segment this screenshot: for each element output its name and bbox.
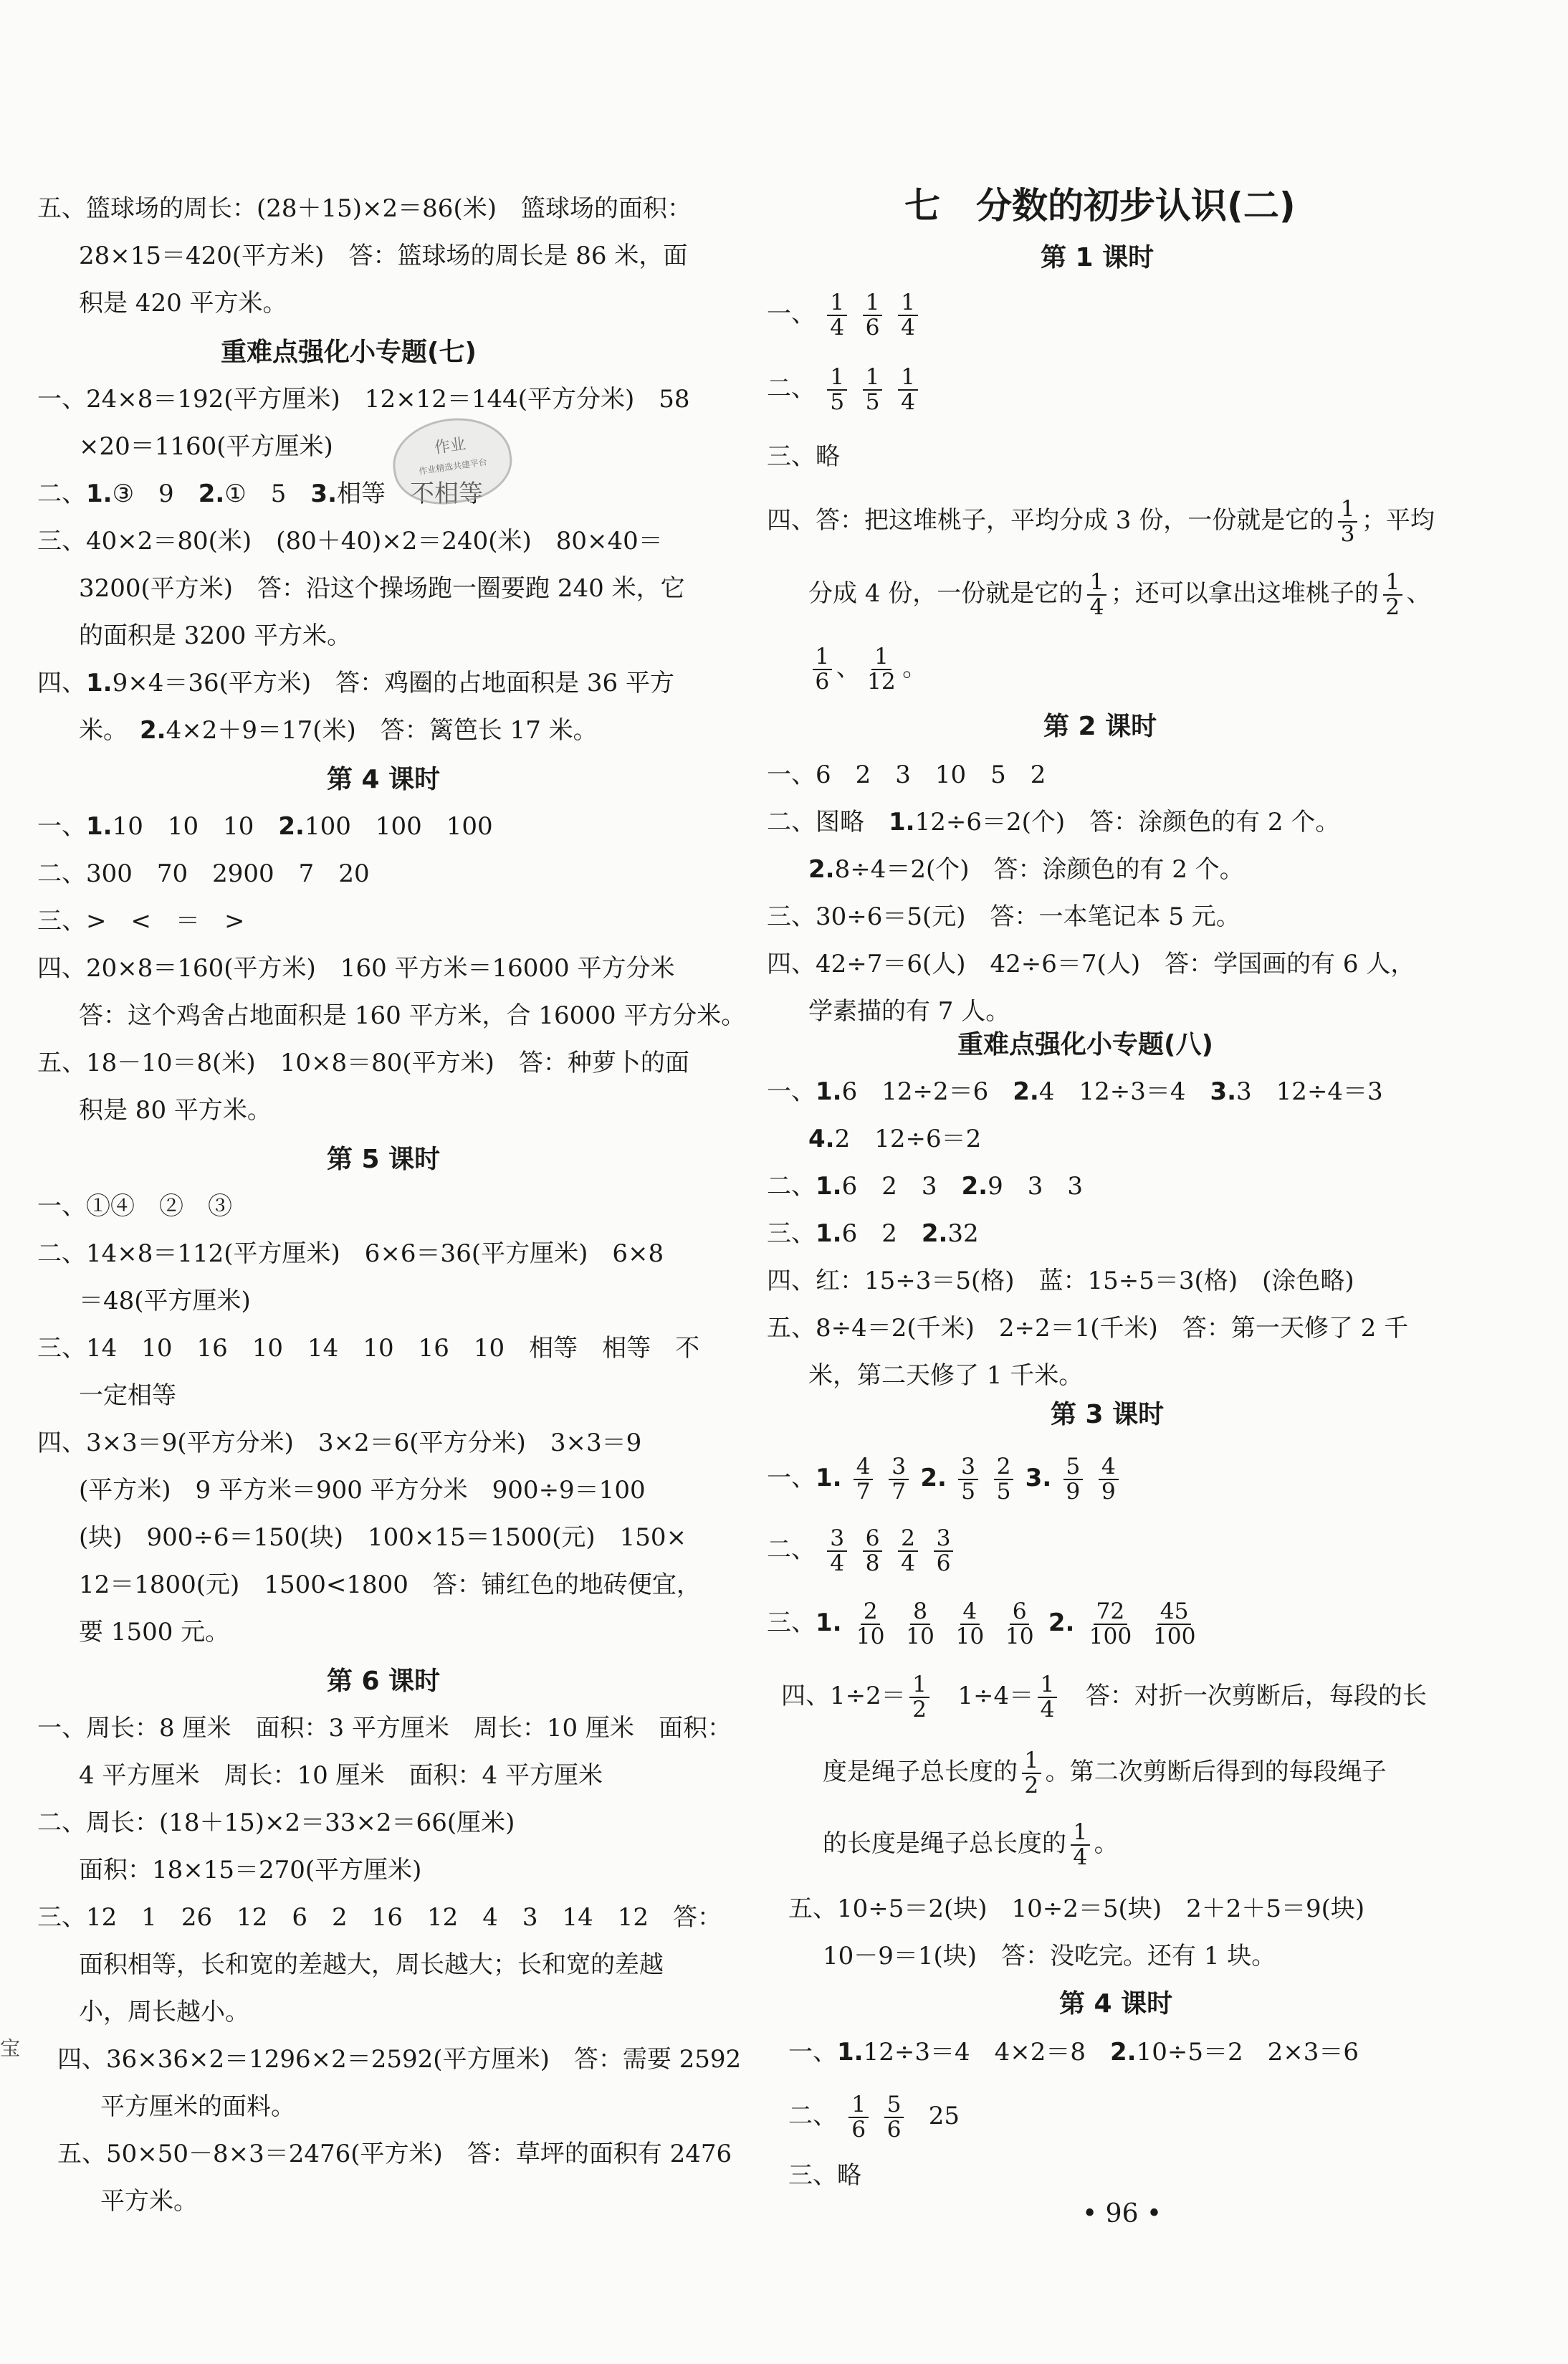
edge-mark: 宝 — [0, 2036, 21, 2060]
answer-line: 一、1.12÷3＝4 4×2＝8 2.10÷5＝2 2×3＝6 — [788, 2038, 1359, 2067]
answer-line: 4 平方厘米 周长：10 厘米 面积：4 平方厘米 — [79, 1761, 603, 1790]
answer-line: 五、18－10＝8(米) 10×8＝80(平方米) 答：种萝卜的面 — [37, 1049, 689, 1077]
fraction: $\frac{4}{7}$ — [854, 1455, 873, 1504]
fraction: $\frac{5}{9}$ — [1063, 1455, 1083, 1504]
answer-line: 四、答：把这堆桃子，平均分成 3 份，一份就是它的 $\frac{1}{3}$ ；平均 — [767, 496, 1435, 547]
fraction: $\frac{1}{6}$ — [813, 645, 832, 694]
answer-line: 三、略 — [788, 2161, 861, 2190]
fraction: $\frac{1}{4}$ — [1038, 1673, 1057, 1722]
answer-line: 二、14×8＝112(平方厘米) 6×6＝36(平方厘米) 6×8 — [37, 1239, 664, 1268]
answer-line: 五、10÷5＝2(块) 10÷2＝5(块) 2＋2＋5＝9(块) — [788, 1894, 1365, 1923]
answer-line: (平方米) 9 平方米＝900 平方分米 900÷9＝100 — [79, 1476, 646, 1505]
answer-line: 三、14 10 16 10 14 10 16 10 相等 相等 不 — [37, 1334, 700, 1363]
answer-line: 二、图略 1.12÷6＝2(个) 答：涂颜色的有 2 个。 — [767, 808, 1340, 837]
answer-line: 五、篮球场的周长：(28＋15)×2＝86(米) 篮球场的面积： — [37, 194, 692, 223]
fraction: $\frac{8}{10}$ — [906, 1598, 934, 1649]
section-heading: 第 6 课时 — [327, 1667, 441, 1696]
page-number: • 96 • — [1082, 2199, 1162, 2229]
answer-line: 一、6 2 3 10 5 2 — [767, 761, 1046, 789]
fraction: $\frac{3}{4}$ — [827, 1527, 846, 1576]
fraction: $\frac{1}{2}$ — [909, 1673, 929, 1722]
answer-line: 面积：18×15＝270(平方厘米) — [79, 1856, 422, 1884]
fraction: $\frac{3}{5}$ — [958, 1455, 977, 1504]
answer-line: $\frac{1}{6}$ 、 $\frac{1}{12}$ 。 — [808, 645, 927, 694]
fraction: $\frac{3}{6}$ — [934, 1527, 953, 1576]
answer-line: 三、30÷6＝5(元) 答：一本笔记本 5 元。 — [767, 902, 1240, 931]
answer-line: 一、周长：8 厘米 面积：3 平方厘米 周长：10 厘米 面积： — [37, 1714, 732, 1743]
fraction: $\frac{1}{6}$ — [863, 291, 882, 340]
answer-line: 4.2 12÷6＝2 — [808, 1125, 982, 1153]
answer-line: 三、40×2＝80(米) (80＋40)×2＝240(米) 80×40＝ — [37, 527, 663, 556]
section-heading: 第 3 课时 — [1051, 1400, 1165, 1429]
fraction: $\frac{1}{4}$ — [1087, 571, 1106, 619]
answer-line: 四、1.9×4＝36(平方米) 答：鸡圈的占地面积是 36 平方 — [37, 669, 675, 697]
answer-line: 四、红：15÷3＝5(格) 蓝：15÷5＝3(格) (涂色略) — [767, 1267, 1354, 1295]
fraction: $\frac{5}{6}$ — [884, 2093, 904, 2142]
answer-line: 10－9＝1(块) 答：没吃完。还有 1 块。 — [823, 1942, 1276, 1970]
fraction: $\frac{1}{6}$ — [848, 2093, 868, 2142]
answer-line: 三、1. $\frac{2}{10}$ $\frac{8}{10}$ $\frac{4}{10}$ $\frac{6}{10}$ 2. $\frac{72}{100}$ $\frac{45}{100}$ — [767, 1600, 1203, 1649]
answer-line: 积是 420 平方米。 — [79, 289, 287, 318]
answer-line: 3200(平方米) 答：沿这个操场跑一圈要跑 240 米，它 — [79, 574, 685, 603]
fraction: $\frac{3}{7}$ — [889, 1455, 908, 1504]
fraction: $\frac{1}{2}$ — [1383, 571, 1402, 619]
section-heading: 第 2 课时 — [1043, 712, 1157, 741]
answer-line: 一、1.10 10 10 2.100 100 100 — [37, 812, 493, 841]
answer-line: 答：这个鸡舍占地面积是 160 平方米，合 16000 平方分米。 — [79, 1001, 746, 1030]
answer-line: 二、300 70 2900 7 20 — [37, 859, 370, 888]
fraction: $\frac{1}{4}$ — [1071, 1821, 1090, 1869]
fraction: $\frac{2}{5}$ — [994, 1455, 1013, 1504]
answer-line: 一、1. $\frac{4}{7}$ $\frac{3}{7}$ 2. $\frac{3}{5}$ $\frac{2}{5}$ 3. $\frac{5}{9}$ $\frac{4}{9}$ — [767, 1455, 1122, 1504]
answer-line: 积是 80 平方米。 — [79, 1096, 272, 1125]
answer-line: 四、1÷2＝ $\frac{1}{2}$ 1÷4＝ $\frac{1}{4}$ 答：对折一次剪断后，每段的长 — [781, 1672, 1427, 1722]
watermark-stamp: 作业 作业精选共建平台 — [388, 411, 517, 511]
answer-line: 一、 $\frac{1}{4}$ $\frac{1}{6}$ $\frac{1}{4}$ — [767, 291, 922, 340]
answer-line: 四、20×8＝160(平方米) 160 平方米＝16000 平方分米 — [37, 954, 675, 983]
answer-line: 28×15＝420(平方米) 答：篮球场的周长是 86 米，面 — [79, 242, 688, 270]
answer-line: 小，周长越小。 — [79, 1998, 249, 2026]
answer-line: ＝48(平方厘米) — [79, 1287, 251, 1315]
fraction: $\frac{1}{4}$ — [898, 291, 917, 340]
section-heading: 重难点强化小专题(八) — [957, 1030, 1213, 1059]
fraction: $\frac{45}{100}$ — [1152, 1598, 1196, 1649]
answer-line: 要 1500 元。 — [79, 1618, 230, 1646]
answer-line: 2.8÷4＝2(个) 答：涂颜色的有 2 个。 — [808, 855, 1244, 884]
fraction: $\frac{4}{9}$ — [1099, 1455, 1118, 1504]
answer-line: 二、 $\frac{3}{4}$ $\frac{6}{8}$ $\frac{2}{4}$ $\frac{3}{6}$ — [767, 1527, 957, 1576]
fraction: $\frac{1}{4}$ — [827, 291, 846, 340]
fraction: $\frac{1}{12}$ — [867, 644, 896, 695]
fraction: $\frac{4}{10}$ — [955, 1598, 985, 1649]
answer-line: 平方厘米的面料。 — [100, 2092, 295, 2121]
answer-line: 二、1.6 2 3 2.9 3 3 — [767, 1172, 1083, 1201]
fraction: $\frac{2}{4}$ — [898, 1527, 917, 1576]
answer-line: 四、42÷7＝6(人) 42÷6＝7(人) 答：学国画的有 6 人， — [767, 950, 1415, 978]
answer-line: 五、50×50－8×3＝2476(平方米) 答：草坪的面积有 2476 — [57, 2140, 732, 2168]
fraction: $\frac{72}{100}$ — [1089, 1598, 1132, 1649]
answer-line: 三、略 — [767, 442, 840, 471]
answer-line: 平方米。 — [100, 2187, 198, 2216]
answer-line: 一、24×8＝192(平方厘米) 12×12＝144(平方分米) 58 — [37, 385, 690, 414]
fraction: $\frac{1}{5}$ — [863, 366, 882, 414]
answer-line: (块) 900÷6＝150(块) 100×15＝1500(元) 150× — [79, 1523, 687, 1552]
fraction: $\frac{2}{10}$ — [856, 1598, 885, 1649]
section-heading: 第 1 课时 — [1041, 243, 1155, 272]
answer-line: 二、 $\frac{1}{5}$ $\frac{1}{5}$ $\frac{1}{4}$ — [767, 366, 922, 414]
answer-line: 度是绳子总长度的 $\frac{1}{2}$ 。第二次剪断后得到的每段绳子 — [823, 1748, 1387, 1798]
answer-line: 的面积是 3200 平方米。 — [79, 621, 352, 650]
fraction: $\frac{1}{5}$ — [827, 366, 846, 414]
answer-line: 四、3×3＝9(平方分米) 3×2＝6(平方分米) 3×3＝9 — [37, 1429, 642, 1457]
answer-line: 一定相等 — [79, 1381, 176, 1410]
answer-line: 四、36×36×2＝1296×2＝2592(平方厘米) 答：需要 2592 — [57, 2045, 742, 2074]
answer-line: 米，第二天修了 1 千米。 — [808, 1361, 1084, 1390]
chapter-title: 七 分数的初步认识(二) — [904, 185, 1296, 227]
section-heading: 第 4 课时 — [327, 765, 441, 794]
answer-line: 五、8÷4＝2(千米) 2÷2＝1(千米) 答：第一天修了 2 千 — [767, 1314, 1409, 1343]
section-heading: 重难点强化小专题(七) — [221, 338, 477, 367]
section-heading: 第 4 课时 — [1059, 1989, 1173, 2019]
answer-line: 分成 4 份，一份就是它的 $\frac{1}{4}$ ；还可以拿出这堆桃子的 $\frac{1}{2}$ 、 — [808, 569, 1431, 620]
answer-line: 二、1.③ 9 2.① 5 3.相等 不相等 — [37, 480, 483, 508]
fraction: $\frac{1}{2}$ — [1022, 1749, 1041, 1798]
answer-line: 三、> < ＝ > — [37, 907, 245, 935]
answer-line: 二、周长：(18＋15)×2＝33×2＝66(厘米) — [37, 1808, 515, 1837]
answer-line: 一、1.6 12÷2＝6 2.4 12÷3＝4 3.3 12÷4＝3 — [767, 1077, 1383, 1106]
answer-line: 面积相等，长和宽的差越大，周长越大；长和宽的差越 — [79, 1950, 664, 1979]
answer-line: 的长度是绳子总长度的 $\frac{1}{4}$ 。 — [823, 1819, 1119, 1870]
fraction: $\frac{6}{10}$ — [1005, 1598, 1034, 1649]
fraction: $\frac{1}{4}$ — [898, 366, 917, 414]
answer-line: 一、①④ ② ③ — [37, 1192, 232, 1221]
answer-line: 三、12 1 26 12 6 2 16 12 4 3 14 12 答： — [37, 1903, 722, 1932]
section-heading: 第 5 课时 — [327, 1145, 441, 1174]
answer-line: 二、 $\frac{1}{6}$ $\frac{5}{6}$ 25 — [788, 2092, 960, 2143]
answer-line: 米。 2.4×2＋9＝17(米) 答：篱笆长 17 米。 — [79, 716, 598, 745]
answer-line: 三、1.6 2 2.32 — [767, 1219, 979, 1248]
answer-line: 学素描的有 7 人。 — [808, 997, 1010, 1026]
fraction: $\frac{1}{3}$ — [1338, 497, 1357, 546]
answer-line: 12＝1800(元) 1500<1800 答：铺红色的地砖便宜， — [79, 1571, 701, 1599]
answer-line: ×20＝1160(平方厘米) — [79, 432, 333, 461]
fraction: $\frac{6}{8}$ — [863, 1527, 882, 1576]
